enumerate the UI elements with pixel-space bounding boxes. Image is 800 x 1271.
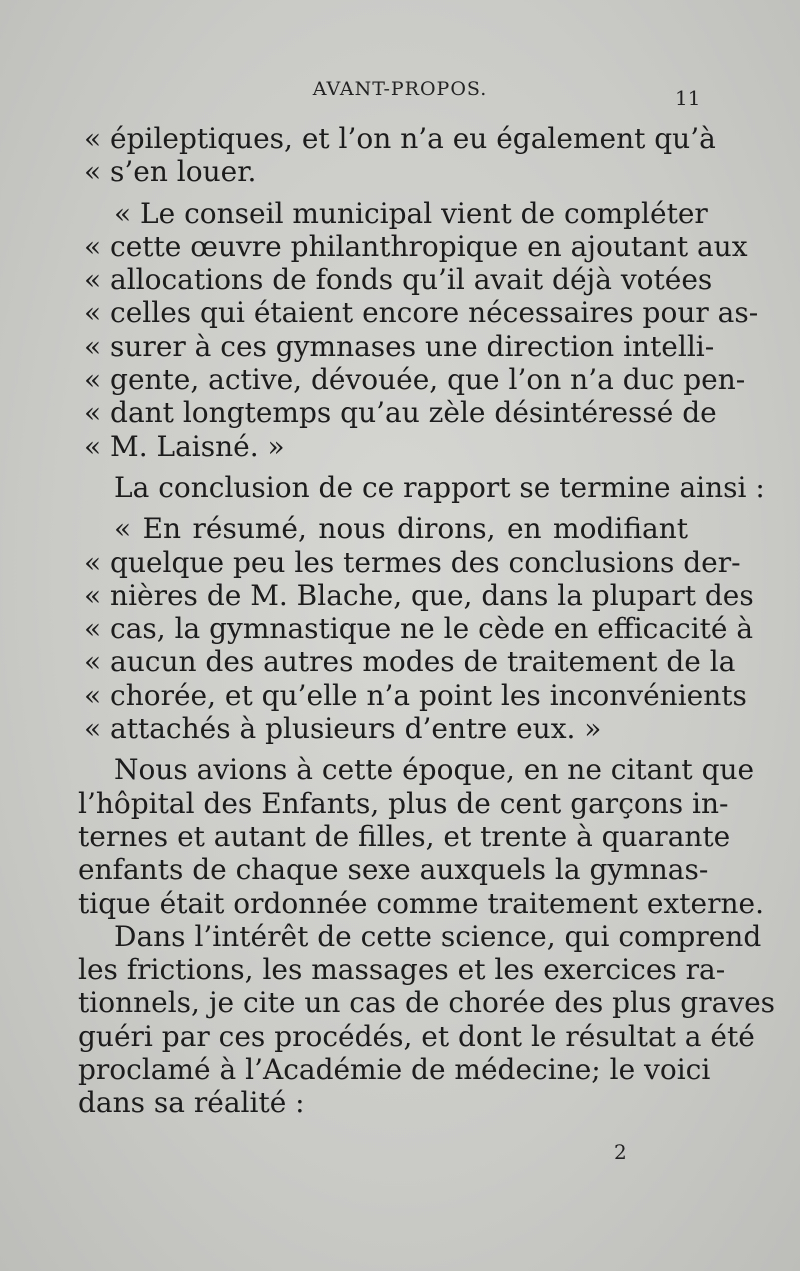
- text-line: ternes et autant de filles, et trente à quarante: [78, 819, 731, 853]
- text-line: « En résumé, nous dirons, en modifiant: [114, 512, 688, 546]
- text-line: guéri par ces procédés, et dont le résultat a été: [78, 1019, 755, 1053]
- text-line: La conclusion de ce rapport se termine ainsi :: [114, 470, 765, 504]
- text-line: « épileptiques, et l’on n’a eu également qu’à: [84, 122, 716, 155]
- text-line: dans sa réalité :: [78, 1086, 305, 1120]
- text-line: « dant longtemps qu’au zèle désintéressé de: [84, 396, 717, 430]
- text-line: « s’en louer.: [84, 155, 257, 189]
- text-line: « quelque peu les termes des conclusions der-: [84, 545, 741, 579]
- text-line: Nous avions à cette époque, en ne citant que: [114, 753, 755, 787]
- text-line: « aucun des autres modes de traitement de la: [84, 645, 736, 679]
- text-line: « Le conseil municipal vient de compléter: [114, 196, 708, 230]
- text-line: les frictions, les massages et les exercices ra-: [78, 953, 726, 987]
- text-line: « celles qui étaient encore nécessaires pour as-: [84, 296, 759, 330]
- text-line: « chorée, et qu’elle n’a point les inconvénients: [84, 678, 747, 712]
- running-title: AVANT-PROPOS.: [312, 78, 488, 100]
- text-line: « nières de M. Blache, que, dans la plupart des: [84, 578, 754, 612]
- text-line: tionnels, je cite un cas de chorée des plus graves: [78, 986, 776, 1020]
- text-line: « attachés à plusieurs d’entre eux. »: [84, 712, 602, 746]
- text-line: « cette œuvre philanthropique en ajoutant aux: [84, 229, 748, 263]
- text-line: Dans l’intérêt de cette science, qui comprend: [114, 919, 762, 953]
- text-line: « gente, active, dévouée, que l’on n’a duc pen-: [84, 363, 746, 397]
- body-text: [78, 122, 776, 1120]
- text-line: « allocations de fonds qu’il avait déjà votées: [84, 263, 713, 297]
- text-line: « surer à ces gymnases une direction intelli-: [84, 329, 715, 363]
- text-line: « cas, la gymnastique ne le cède en efficacité à: [84, 612, 754, 646]
- signature-mark: 2: [614, 1140, 627, 1164]
- text-line: enfants de chaque sexe auxquels la gymnas-: [78, 853, 709, 887]
- text-line: l’hôpital des Enfants, plus de cent garçons in-: [78, 786, 729, 820]
- text-line: proclamé à l’Académie de médecine; le voici: [78, 1053, 711, 1087]
- text-line: tique était ordonnée comme traitement externe.: [78, 886, 764, 920]
- page-number: 11: [675, 86, 701, 110]
- text-line: « M. Laisné. »: [84, 429, 285, 463]
